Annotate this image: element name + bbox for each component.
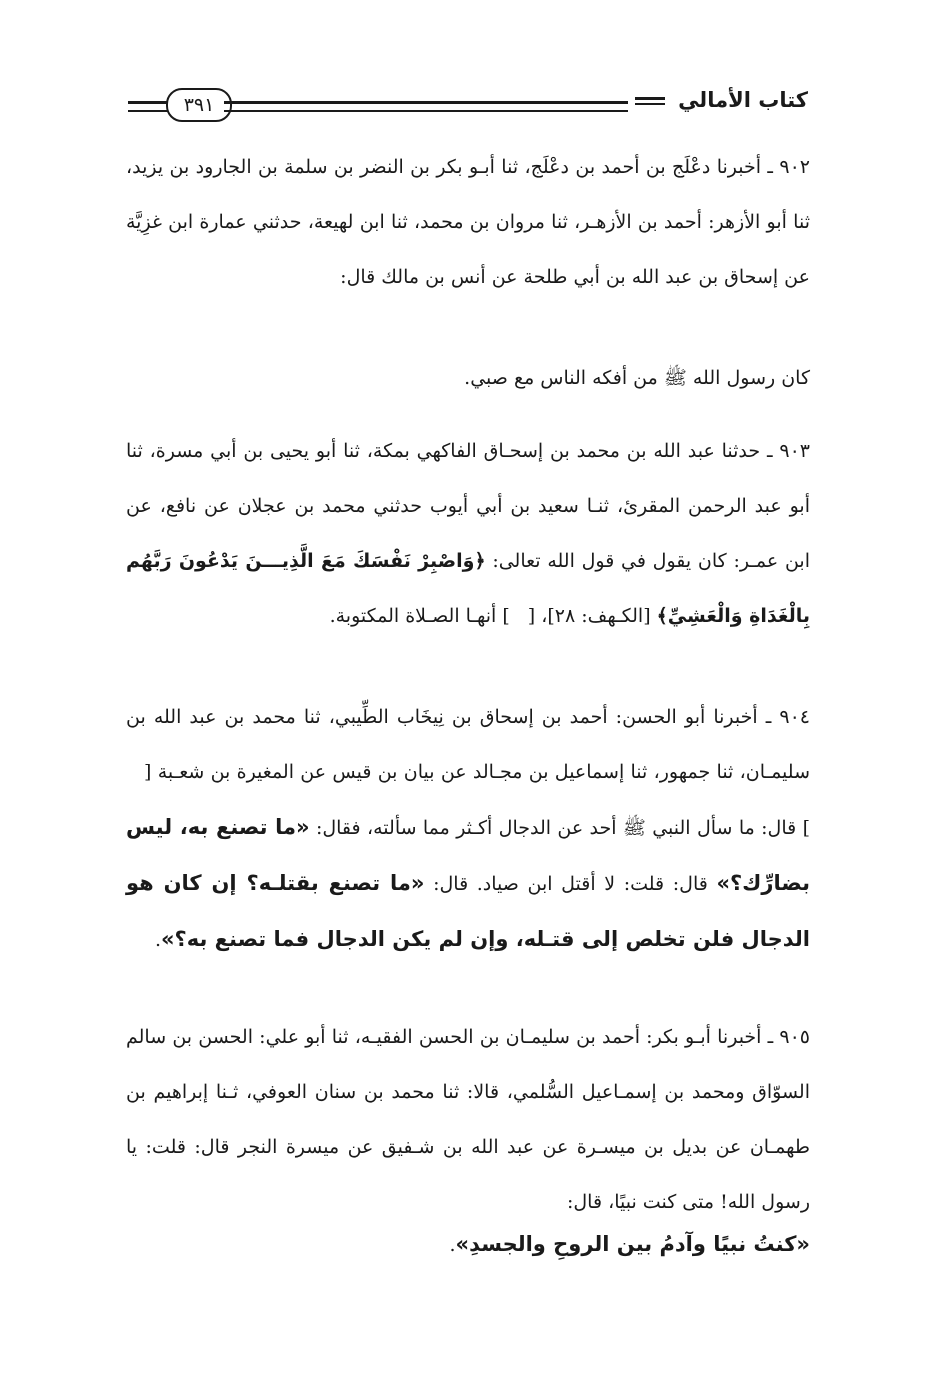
hadith-904 — [126, 690, 810, 968]
hadith-903-isnad: ٩٠٣ ـ حدثنا عبد الله بن محمد بن إسحـاق الفاكهي بمكة، ثنا أبو يحيى بن أبي مسرة، ثنا أبو عبد الرحمن المقرئ، ثنـا سعيد بن أبي أيوب حدثني محمد بن عجلان عن نافع، عن ابن عمـر: كان يقول في قول الله تعالى: — [126, 440, 810, 572]
hadith-902 — [126, 140, 810, 305]
book-title: كتاب الأمالي — [678, 88, 808, 112]
hadith-902-matn: كان رسول الله ﷺ من أفكه الناس مع صبي. — [464, 367, 810, 389]
hadith-904-matn-1: «ما تصنع به، ليس بضارِّك؟» — [126, 815, 810, 895]
hadith-903-text — [126, 424, 810, 644]
book-title-wrap — [635, 88, 808, 112]
page-number: ٣٩١ — [166, 88, 232, 122]
hadith-902-isnad: ٩٠٢ ـ أخبرنا دعْلَج بن أحمد بن دعْلَج، ثنا أبـو بكر بن النضر بن سلمة بن الجارود بن يزيد، ثنا أبو الأزهر: أحمد بن الأزهـر، ثنا مروان بن محمد، ثنا ابن لهيعة، حدثني عمارة ابن غزِيَّة عن إسحاق بن عبد الله بن أبي طلحة عن أنس بن مالك قال: — [126, 156, 810, 288]
ayah-reference: [الكـهف: ٢٨]، [ — [527, 605, 651, 627]
header-rule — [224, 101, 628, 112]
hadith-903-tail: ] أنهـا الصـلاة المكتوبة. — [329, 605, 510, 627]
hadith-903 — [126, 424, 810, 644]
hadith-904-text — [126, 690, 810, 968]
hadith-904-mid2: قال: قلت: لا أقتل ابن صياد. قال: — [433, 873, 708, 895]
running-header — [128, 88, 808, 122]
hadith-905 — [126, 1010, 810, 1230]
hadith-904-matn-2: «ما تصنع بقتلـه؟ إن كان هو الدجال فلن تخلص إلى قتـله، وإن لم يكن الدجال فما تصنع به؟» — [126, 871, 810, 951]
header-rule-left — [128, 101, 168, 112]
quran-ayah: ﴿وَاصْبِرْ نَفْسَكَ مَعَ الَّذِيـــنَ يَدْعُونَ رَبَّهُم بِالْغَدَاةِ وَالْعَشِيِّ﴾ — [126, 550, 810, 627]
hadith-905-matn-wrap — [449, 1232, 810, 1256]
hadith-905-end: . — [449, 1234, 456, 1256]
hadith-904-isnad: ٩٠٤ ـ أخبرنا أبو الحسن: أحمد بن إسحاق بن نِيخَاب الطِّيبي، ثنا محمد بن عبد الله بن سليمـان، ثنا جمهور، ثنا إسماعيل بن مجـالد عن بيان بن قيس عن المغيرة بن شعـبة [ — [126, 706, 810, 783]
header-dash — [635, 97, 665, 105]
hadith-904-end: . — [154, 929, 161, 951]
hadith-905-isnad: ٩٠٥ ـ أخبرنا أبـو بكر: أحمد بن سليمـان بن الحسن الفقيـه، ثنا أبو علي: الحسن بن سالم السوّاق ومحمد بن إسمـاعيل السُّلمي، قالا: ثنا محمد بن سنان العوفي، ثـنا إبراهيم بن طهمـان عن بديل بن ميسـرة عن عبد الله بن شـفيق عن ميسرة النجر قال: قلت: يا رسول الله! متى كنت نبيًا، قال: — [126, 1026, 810, 1213]
hadith-904-mid: ] قال: ما سأل النبي ﷺ أحد عن الدجال أكـثر مما سألته، فقال: — [315, 817, 810, 839]
hadith-905-matn: «كنتُ نبيًا وآدمُ بين الروحِ والجسدِ» — [455, 1232, 810, 1256]
